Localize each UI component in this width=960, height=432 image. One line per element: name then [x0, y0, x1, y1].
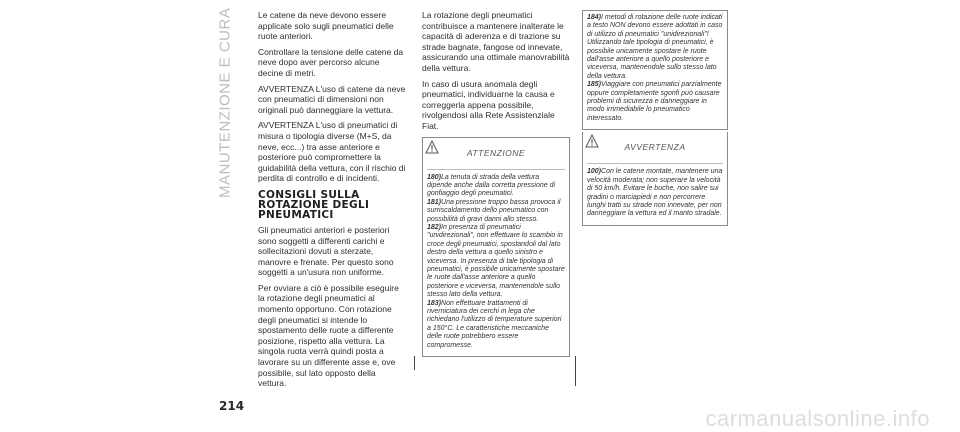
- note-number: 184): [587, 14, 602, 21]
- note-number: 185): [587, 81, 602, 89]
- note-text: In presenza di pneumatici "unidirezionali", non effettuare lo scambio in croce degli pneumatici, spostandoli dal lato destro della vettura a quello sinistro e viceversa. In presenza di tale tipologia di pneumatici, è possibile unicamente spostare le ruote dall'asse anteriore a quello posteriore e viceversa, mantenendole sullo stesso lato della vettura.: [427, 223, 565, 299]
- note-item: [427, 174, 565, 199]
- note-text: Con le catene montate, mantenere una velocità moderata; non superare la velocità di 50 km/h. Evitare le buche, non salire sui gradini o marciapiedi e non percorrere lunghi tratti su strade non innevate, per non danneggiare la vettura ed il manto stradale.: [587, 168, 723, 218]
- attention-box: [422, 137, 570, 358]
- paragraph: La rotazione degli pneumatici contribuisce a mantenere inalterate le capacità di aderenza e di trazione su strade bagnate, fangose od innevate, assicurando una ottimale manovrabilità della vettura.: [422, 10, 570, 73]
- page-number: 214: [219, 399, 245, 413]
- paragraph: Controllare la tensione delle catene da neve dopo aver percorso alcune decine di metri.: [258, 46, 404, 78]
- note-item: [427, 300, 565, 350]
- note-text: La tenuta di strada della vettura dipende anche dalla corretta pressione di gonfiaggio degli pneumatici.: [427, 173, 556, 198]
- attention-box-header: [423, 138, 569, 170]
- note-item: [427, 224, 565, 300]
- column-divider: [414, 356, 415, 370]
- note-number: 183): [427, 299, 442, 307]
- paragraph: Per ovviare a ciò è possibile eseguire la rotazione degli pneumatici al momento opportuno. Con rotazione degli pneumatici si intende lo spostamento delle ruote a differente posizione, rispetto alla vettura. La singola ruota verrà quindi posta a lavorare su un differente asse e, ove possibile, sul lato opposto della vettura.: [258, 282, 399, 389]
- note-item: [587, 14, 723, 81]
- note-item: [587, 81, 723, 123]
- note-text: Viaggiare con pneumatici parzialmente oppure completamente sgonfi può causare problemi di sicurezza e danneggiare in modo irrimediabile lo pneumatico interessato.: [587, 81, 722, 122]
- note-number: 182): [427, 223, 442, 231]
- section-heading: CONSIGLI SULLA ROTAZIONE DEGLI PNEUMATICI: [258, 188, 370, 221]
- note-number: 100): [587, 168, 602, 176]
- note-number: 180): [427, 173, 442, 181]
- note-number: 181): [427, 198, 442, 206]
- note-text: I metodi di rotazione delle ruote indicati a testo NON devono essere adottati in caso di utilizzo di pneumatici "unidirezionali"! Utilizzando tale tipologia di pneumatici, è possibile unicamente spostare le ruote dall'asse anteriore a quello posteriore e viceversa, mantenendole sullo stesso lato della vettura.: [587, 14, 723, 80]
- paragraph: Le catene da neve devono essere applicate solo sugli pneumatici delle ruote anteriori.: [258, 10, 394, 42]
- avvertenza-box-body: [583, 164, 727, 224]
- attention-box-title: ATTENZIONE: [466, 147, 526, 158]
- avvertenza-box: [582, 132, 728, 225]
- section-title: MANUTENZIONE E CURA: [216, 7, 234, 198]
- column-3: [582, 10, 728, 226]
- column-divider: [575, 356, 576, 386]
- paragraph: AVVERTENZA L'uso di pneumatici di misura o tipologia diverse (M+S, da neve, ecc...) tra asse anteriore e posteriore può compromettere la guidabilità della vettura, con il rischio di perdita di controllo e di incidenti.: [258, 120, 406, 184]
- paragraph: AVVERTENZA L'uso di catene da neve con pneumatici di dimensioni non originali può danneggiare la vettura.: [258, 83, 406, 115]
- watermark: carmanualsonline.info: [705, 406, 930, 431]
- column-1: [258, 10, 406, 394]
- note-item: [587, 168, 723, 218]
- note-item: [427, 199, 565, 224]
- column-2: [422, 10, 570, 357]
- note-text: Non effettuare trattamenti di riverniciatura dei cerchi in lega che richiedano l'utilizzo di temperature superiori a 150°C. Le caratteristiche meccaniche delle ruote potrebbero essere compromesse.: [427, 299, 562, 349]
- avvertenza-box-header: [583, 132, 727, 164]
- avvertenza-box-title: AVVERTENZA: [624, 142, 686, 153]
- paragraph: Gli pneumatici anteriori e posteriori sono soggetti a differenti carichi e sollecitazioni dovuti a sterzate, manovre e frenate. Per questo sono soggetti a un'usura non uniforme.: [258, 224, 394, 278]
- paragraph: In caso di usura anomala degli pneumatici, individuarne la causa e correggerla appena possibile, rivolgendosi alla Rete Assistenziale Fiat.: [422, 78, 555, 131]
- note-text: Una pressione troppo bassa provoca il surriscaldamento dello pneumatico con possibilità di gravi danni allo stesso.: [427, 198, 561, 223]
- notes-box: [582, 10, 728, 130]
- attention-box-body: [423, 170, 569, 357]
